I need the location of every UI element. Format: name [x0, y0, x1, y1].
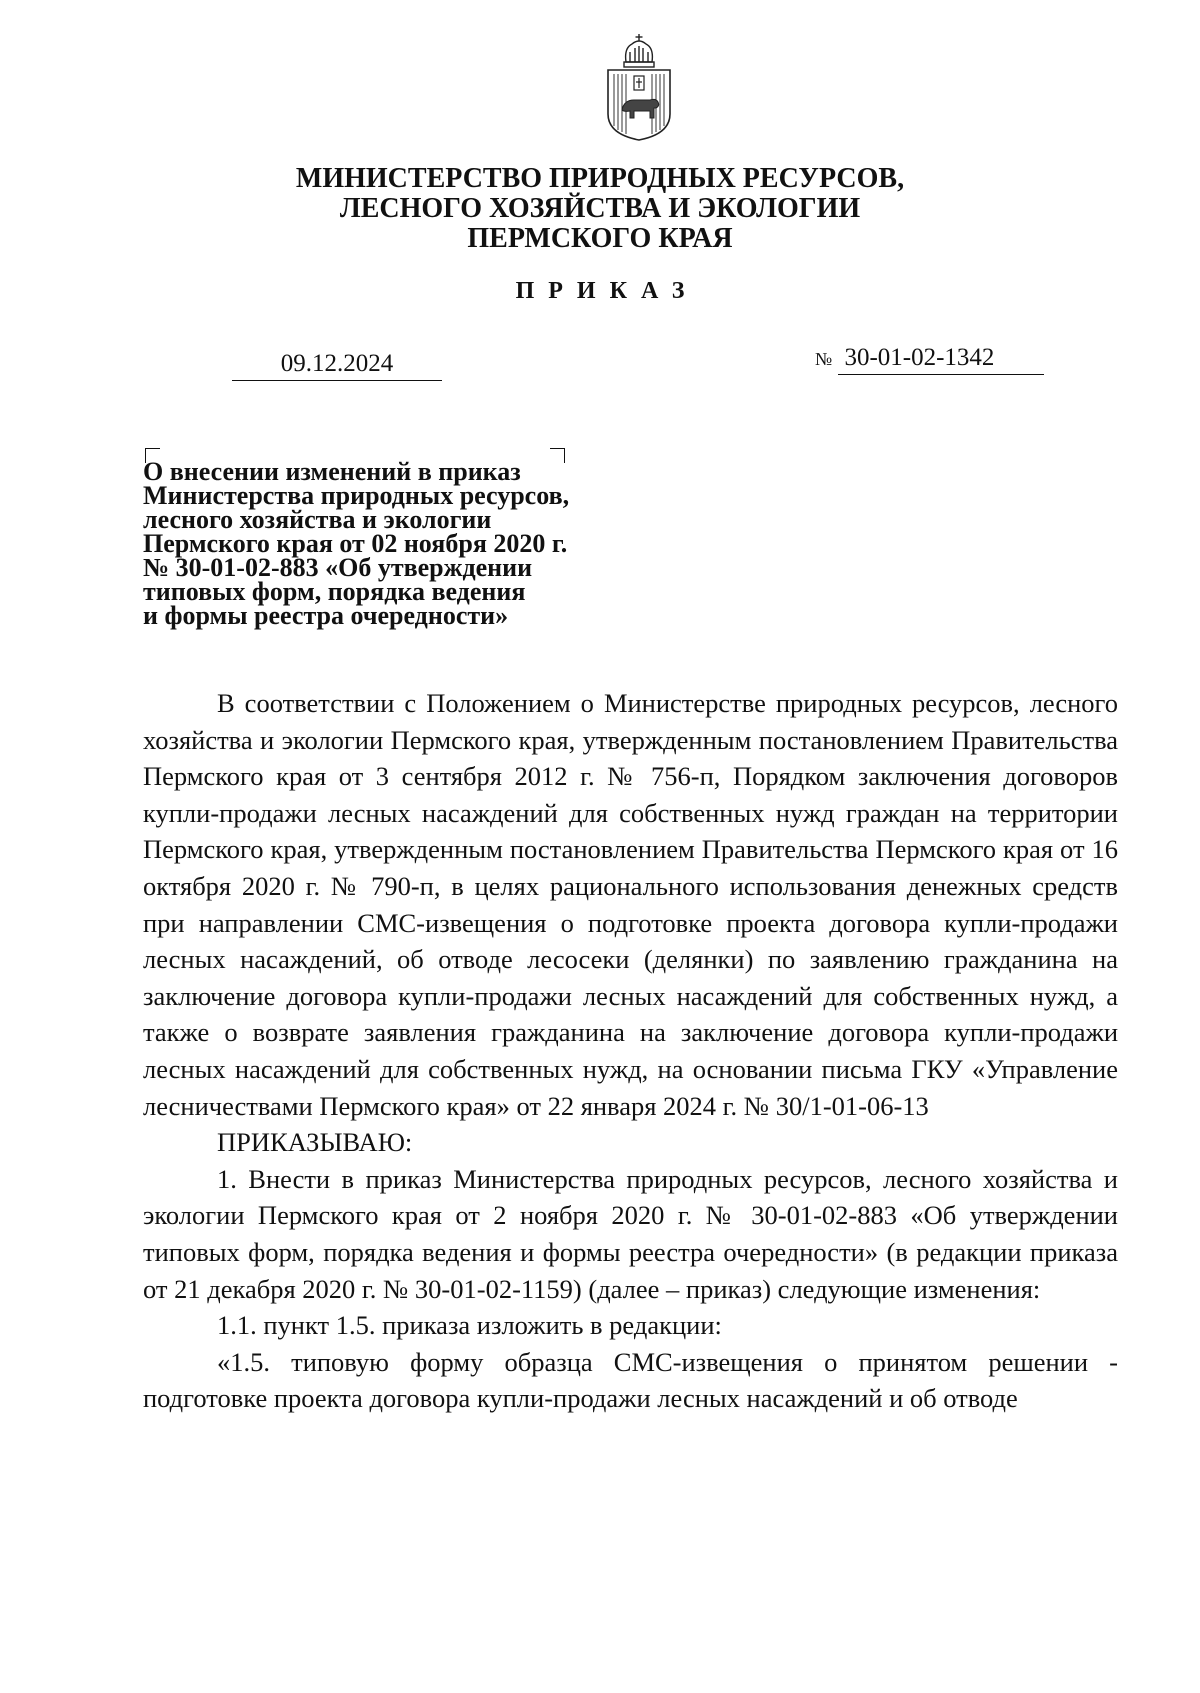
ministry-name-line-1: МИНИСТЕРСТВО ПРИРОДНЫХ РЕСУРСОВ, — [295, 163, 905, 194]
subject-line: лесного хозяйства и экологии — [143, 505, 492, 534]
document-number: 30-01-02-1342 — [838, 344, 1044, 375]
document-body — [143, 685, 1118, 1417]
ministry-name-line-2: ЛЕСНОГО ХОЗЯЙСТВА И ЭКОЛОГИИ — [339, 193, 861, 224]
clause-1-1-paragraph: 1.1. пункт 1.5. приказа изложить в редакции: — [217, 1310, 722, 1341]
subject-line: Пермского края от 02 ноября 2020 г. — [143, 529, 568, 558]
ministry-header — [0, 164, 1200, 254]
subject-line: О внесении изменений в приказ — [143, 457, 521, 486]
document-subject — [143, 457, 643, 630]
clause-1-5-paragraph: «1.5. типовую форму образца СМС-извещения о принятом решении - подготовке проекта договора купли-продажи лесных насаждений и об отводе — [143, 1346, 1118, 1414]
ministry-name-line-3: ПЕРМСКОГО КРАЯ — [467, 223, 733, 254]
document-type-title: ПРИКАЗ — [515, 278, 699, 304]
document-date: 09.12.2024 — [232, 350, 442, 381]
clause-1-paragraph: 1. Внести в приказ Министерства природных ресурсов, лесного хозяйства и экологии Пермского края от 2 ноября 2020 г. № 30-01-02-883 «Об утверждении типовых форм, порядка ведения и формы реестра очередности» (в редакции приказа от 21 декабря 2020 г. № 30-01-02-1159) (далее – приказ) следующие изменения: — [143, 1163, 1118, 1304]
subject-line: Министерства природных ресурсов, — [143, 481, 570, 510]
preamble-paragraph: В соответствии с Положением о Министерстве природных ресурсов, лесного хозяйства и экологии Пермского края, утвержденным постановлением Правительства Пермского края от 3 сентября 2012 г. № 756-п, Порядком заключения договоров купли-продажи лесных насаждений для собственных нужд граждан на территории Пермского края, утвержденным постановлением Правительства Пермского края от 16 октября 2020 г. № 790-п, в целях рационального использования денежных средств при направлении СМС-извещения о подготовке проекта договора купли-продажи лесных насаждений, об отводе лесосеки (делянки) по заявлению гражданина на заключение договора купли-продажи лесных насаждений для собственных нужд, а также о возврате заявления гражданина на заключение договора купли-продажи лесных насаждений для собственных нужд, на основании письма ГКУ «Управление лесничествами Пермского края» от 22 января 2024 г. № 30/1-01-06-13 — [143, 688, 1118, 1121]
coat-of-arms-emblem — [602, 32, 676, 142]
subject-line: и формы реестра очередности» — [143, 601, 509, 630]
number-sign: № — [815, 349, 833, 369]
subject-line: № 30-01-02-883 «Об утверждении — [143, 553, 533, 582]
subject-line: типовых форм, порядка ведения — [143, 577, 526, 606]
order-keyword: ПРИКАЗЫВАЮ: — [217, 1127, 413, 1158]
document-number-block — [815, 344, 1044, 375]
